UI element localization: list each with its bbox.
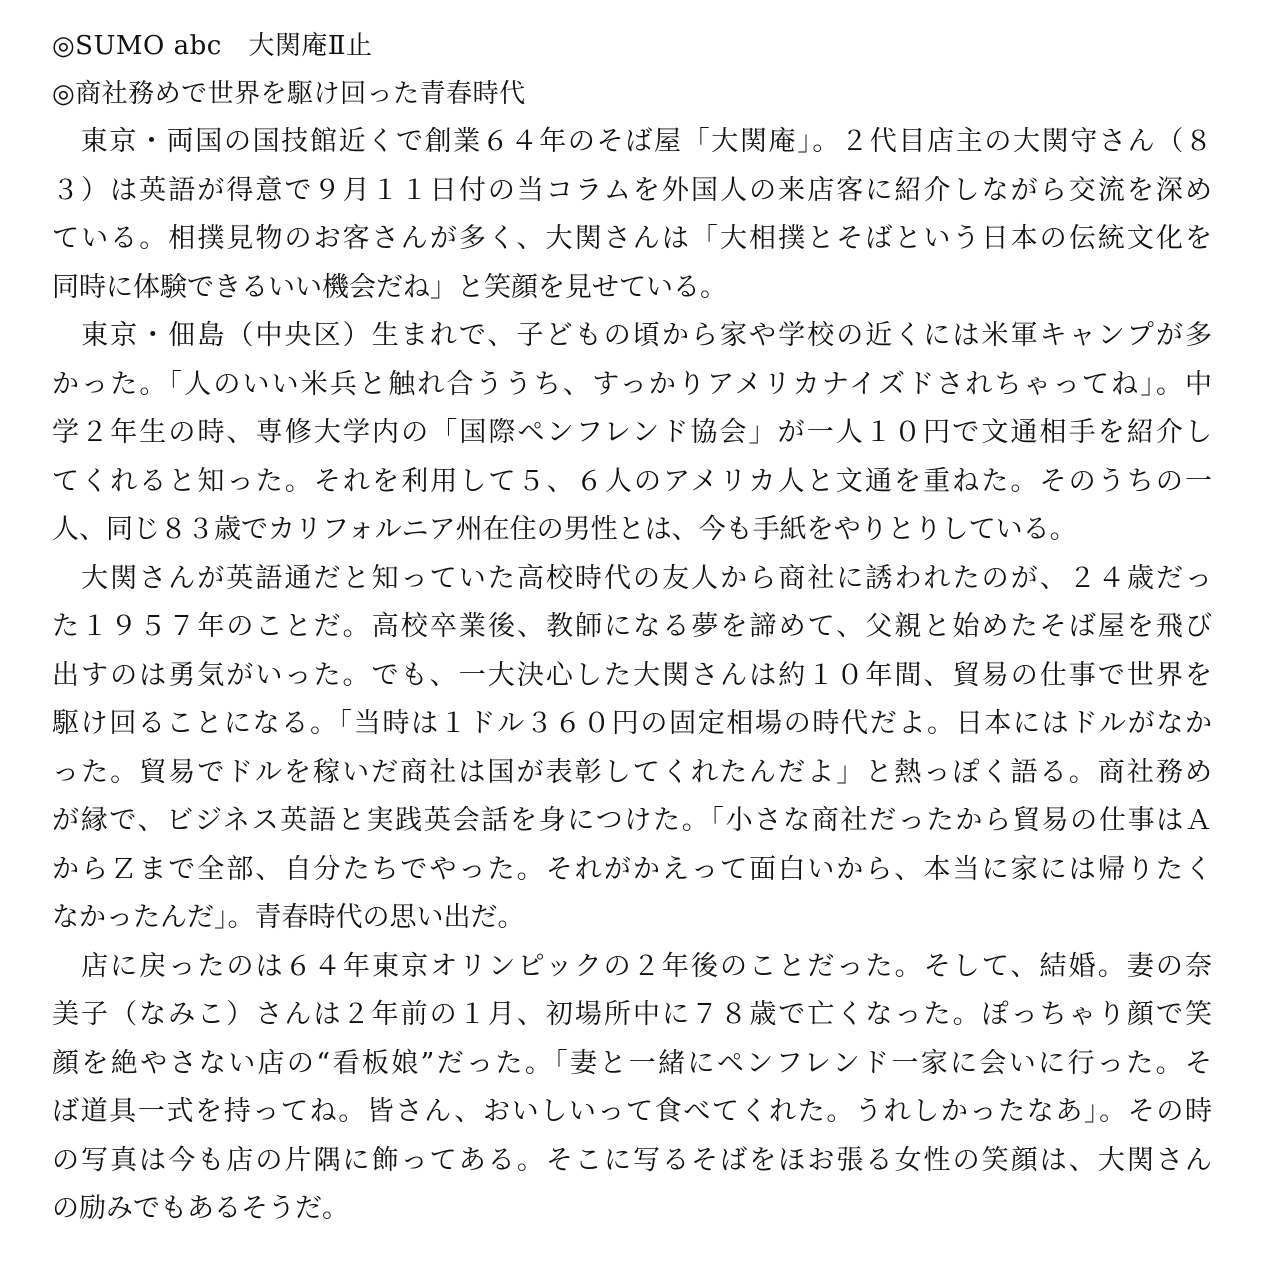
paragraph-line: 店に戻ったのは６４年東京オリンピックの２年後のことだった。そして、結婚。妻の奈	[52, 950, 1212, 982]
paragraph-line: ば道具一式を持ってね。皆さん、おいしいって食べてくれた。うれしかったなあ」。その時	[52, 1096, 1212, 1127]
paragraph-line: ３）は英語が得意で９月１１日付の当コラムを外国人の来店客に紹介しながら交流を深め	[52, 174, 1212, 206]
paragraph-3	[52, 555, 1212, 943]
paragraph-2	[52, 312, 1212, 555]
paragraph-line: の励みでもあるそうだ。	[52, 1193, 349, 1224]
paragraph-line: 東京・両国の国技館近くで創業６４年のそば屋「大関庵」。２代目店主の大関守さん（８	[52, 126, 1212, 157]
paragraph-line: かった。「人のいい米兵と触れ合ううち、すっかりアメリカナイズドされちゃってね」。中	[52, 368, 1212, 400]
paragraph-line: からＺまで全部、自分たちでやった。それがかえって面白いから、本当に家には帰りたく	[52, 853, 1212, 885]
paragraph-line: 学２年生の時、専修大学内の「国際ペンフレンド協会」が一人１０円で文通相手を紹介し	[52, 417, 1212, 448]
paragraph-line: 顔を絶やさない店の“看板娘”だった。「妻と一緒にペンフレンド一家に会いに行った。そ	[52, 1047, 1212, 1079]
column-title: ◎SUMO abc 大関庵Ⅱ止	[52, 31, 373, 61]
paragraph-line: 大関さんが英語通だと知っていた高校時代の友人から商社に誘われたのが、２４歳だっ	[52, 562, 1212, 594]
paragraph-line: 駆け回ることになる。「当時は１ドル３６０円の固定相場の時代だよ。日本にはドルがなか	[52, 708, 1212, 739]
paragraph-4	[52, 943, 1212, 1234]
article	[52, 22, 1212, 1234]
paragraph-line: なかったんだ」。青春時代の思い出だ。	[52, 902, 525, 933]
paragraph-line: 美子（なみこ）さんは２年前の１月、初場所中に７８歳で亡くなった。ぽっちゃり顔で笑	[52, 999, 1212, 1030]
paragraph-line: 同時に体験できるいい機会だね」と笑顔を見せている。	[52, 271, 727, 303]
paragraph-line: てくれると知った。それを利用して５、６人のアメリカ人と文通を重ねた。そのうちの一	[52, 465, 1212, 497]
article-headline: ◎商社務めで世界を駆け回った青春時代	[52, 79, 526, 109]
paragraph-line: 東京・佃島（中央区）生まれで、子どもの頃から家や学校の近くには米軍キャンプが多	[52, 320, 1212, 351]
paragraph-line: の写真は今も店の片隅に飾ってある。そこに写るそばをほお張る女性の笑顔は、大関さん	[52, 1144, 1212, 1176]
paragraph-line: 出すのは勇気がいった。でも、一大決心した大関さんは約１０年間、貿易の仕事で世界を	[52, 659, 1212, 691]
paragraph-line: ている。相撲見物のお客さんが多く、大関さんは「大相撲とそばという日本の伝統文化を	[52, 223, 1212, 254]
paragraph-line: が縁で、ビジネス英語と実践英会話を身につけた。「小さな商社だったから貿易の仕事はＡ	[52, 805, 1212, 836]
paragraph-line: 人、同じ８３歳でカリフォルニア州在住の男性とは、今も手紙をやりとりしている。	[52, 514, 1077, 545]
paragraph-line: った。貿易でドルを稼いだ商社は国が表彰してくれたんだよ」と熱っぽく語る。商社務め	[52, 756, 1212, 788]
paragraph-1	[52, 118, 1212, 312]
paragraph-line: た１９５７年のことだ。高校卒業後、教師になる夢を諦めて、父親と始めたそば屋を飛び	[52, 611, 1212, 642]
